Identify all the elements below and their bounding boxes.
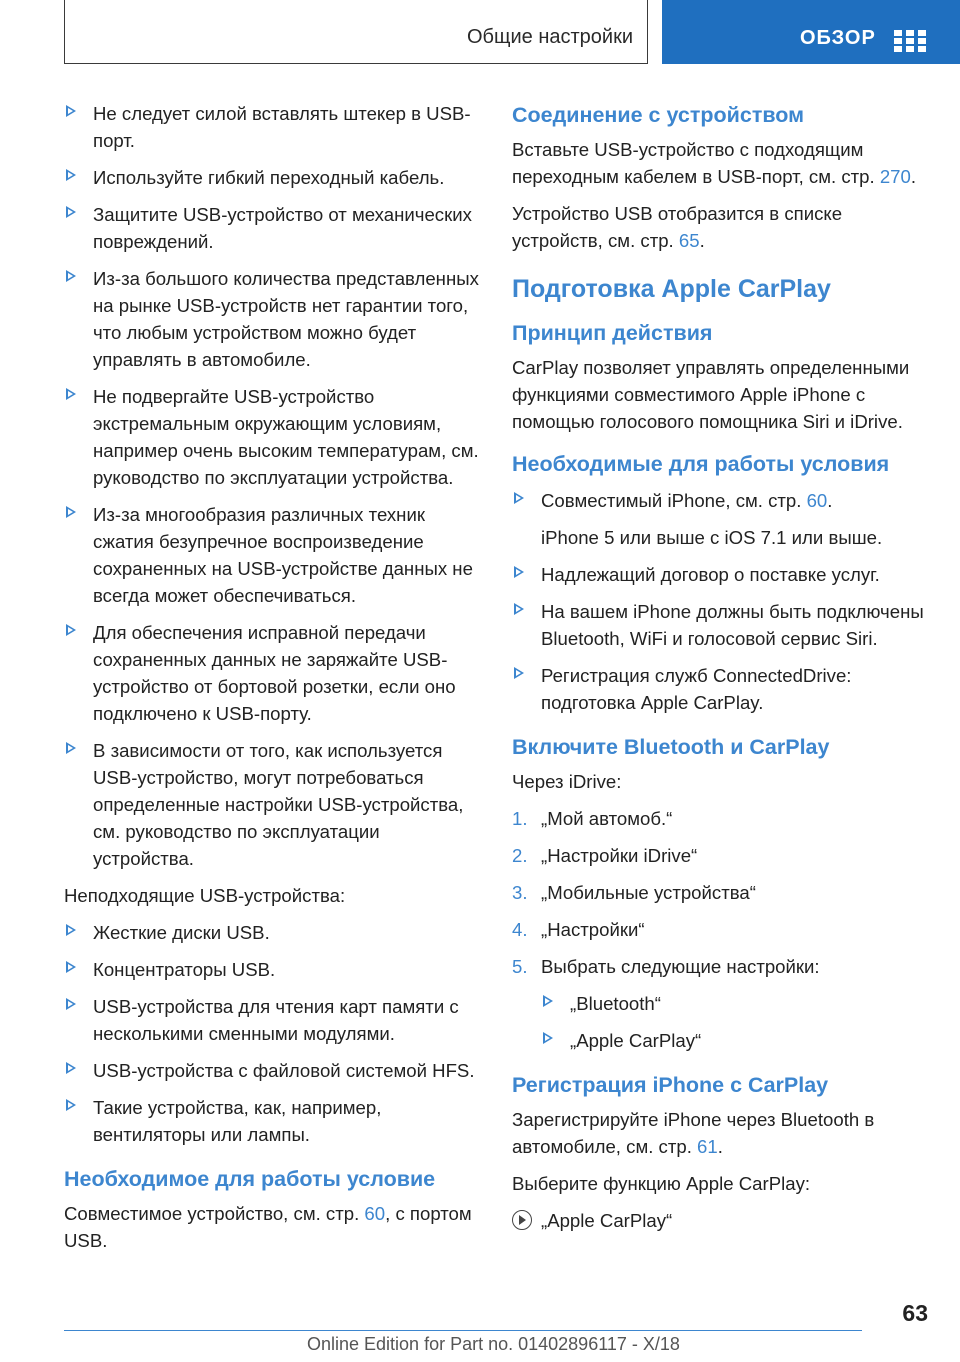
bullet-triangle-icon <box>66 506 76 518</box>
principle-heading: Принцип действия <box>512 321 713 345</box>
right-column <box>512 100 926 1244</box>
sub-step-item: „Apple CarPlay“ <box>541 1027 926 1054</box>
connection-heading: Соединение с устройством <box>512 103 805 127</box>
action-item: „Apple CarPlay“ <box>512 1207 926 1234</box>
page-link[interactable]: 61 <box>697 1136 718 1157</box>
bullet-triangle-icon <box>66 270 76 282</box>
header-section-box <box>64 0 648 64</box>
list-item: Из-за большого количества представленных на рынке USB-устройств нет гарантии того, что любым устройством можно будет управлять в автомобиле. <box>64 265 482 373</box>
list-item: Надлежащий договор о поставке услуг. <box>512 561 926 588</box>
grid-icon <box>894 30 926 52</box>
step-item: 5. Выбрать следующие настройки: <box>512 956 820 977</box>
bullet-triangle-icon <box>514 492 524 504</box>
bullet-triangle-icon <box>66 169 76 181</box>
bullet-triangle-icon <box>66 105 76 117</box>
bluetooth-heading: Включите Bluetooth и CarPlay <box>512 735 830 759</box>
connection-text-1: Вставьте USB-устройство с подходящим переходным кабелем в USB-порт, см. стр. 270. <box>512 139 917 187</box>
step-item: 2. „Настройки iDrive“ <box>512 845 698 866</box>
bullet-triangle-icon <box>66 961 76 973</box>
bullet-triangle-icon <box>66 1062 76 1074</box>
list-item: Концентраторы USB. <box>64 956 482 983</box>
registration-heading: Регистрация iPhone с CarPlay <box>512 1073 829 1097</box>
bullet-triangle-icon <box>514 566 524 578</box>
bullet-triangle-icon <box>66 206 76 218</box>
step-item: 1. „Мой автомоб.“ <box>512 808 673 829</box>
bullet-triangle-icon <box>543 1032 553 1044</box>
page-link[interactable]: 60 <box>806 490 828 511</box>
left-column <box>64 100 482 1264</box>
requirement-heading: Необходимое для работы условие <box>64 1167 436 1191</box>
step-item: 4. „Настройки“ <box>512 919 645 940</box>
bullet-triangle-icon <box>66 924 76 936</box>
list-item: Не следует силой вставлять штекер в USB-порт. <box>64 100 482 154</box>
connection-text-2: Устройство USB отобразится в списке устройств, см. стр. 65. <box>512 203 843 251</box>
play-action-icon <box>512 1210 532 1230</box>
registration-text-1: Зарегистрируйте iPhone через Bluetooth в автомобиле, см. стр. 61. <box>512 1109 875 1157</box>
list-item: Совместимый iPhone, см. стр. 60. <box>512 487 926 514</box>
list-item: Не подвергайте USB-устройство экстремальным окружающим условиям, например очень высоким температурам, см. руководство по эксплуатации устройства. <box>64 383 482 491</box>
list-item: Жесткие диски USB. <box>64 919 482 946</box>
list-item: Для обеспечения исправной передачи сохраненных данных не заряжайте USB-устройство от бортовой розетки, если оно подключено к USB-порту. <box>64 619 482 727</box>
page-number: 63 <box>902 1300 928 1326</box>
list-item: Используйте гибкий переходный кабель. <box>64 164 482 191</box>
footer-divider <box>64 1330 862 1331</box>
conditions-heading: Необходимые для работы условия <box>512 452 890 476</box>
page-link[interactable]: 60 <box>364 1203 386 1224</box>
bullet-triangle-icon <box>66 624 76 636</box>
bullet-triangle-icon <box>514 667 524 679</box>
iphone-version-note: iPhone 5 или выше с iOS 7.1 или выше. <box>541 527 883 548</box>
requirement-text: Совместимое устройство, см. стр. 60, с портом USB. <box>64 1203 472 1251</box>
bullet-triangle-icon <box>66 388 76 400</box>
list-item: В зависимости от того, как используется USB-устройство, могут потребоваться определенные настройки USB-устройства, см. руководство по эксплуатации устройства. <box>64 737 482 872</box>
page-link[interactable]: 270 <box>879 166 911 187</box>
carplay-prep-heading: Подготовка Apple CarPlay <box>512 275 831 303</box>
principle-text: CarPlay позволяет управлять определенными функциями совместимого Apple iPhone с помощью голосового помощника Siri и iDrive. <box>512 357 910 432</box>
bullet-triangle-icon <box>514 603 524 615</box>
overview-tab-label: ОБЗОР <box>800 27 876 49</box>
sub-step-item: „Bluetooth“ <box>541 990 926 1017</box>
overview-tab[interactable] <box>662 0 960 64</box>
list-item: USB-устройства с файловой системой HFS. <box>64 1057 482 1084</box>
bluetooth-intro: Через iDrive: <box>512 771 622 792</box>
bullet-triangle-icon <box>66 1099 76 1111</box>
bullet-triangle-icon <box>66 998 76 1010</box>
step-item: 3. „Мобильные устройства“ <box>512 882 756 903</box>
list-item: Такие устройства, как, например, вентиляторы или лампы. <box>64 1094 482 1148</box>
registration-text-2: Выберите функцию Apple CarPlay: <box>512 1173 811 1194</box>
edition-text: Online Edition for Part no. 01402896117 - X/18 <box>307 1334 680 1354</box>
list-item: USB-устройства для чтения карт памяти с несколькими сменными модулями. <box>64 993 482 1047</box>
list-item: Защитите USB-устройство от механических повреждений. <box>64 201 482 255</box>
section-title: Общие настройки <box>467 26 633 48</box>
list-item: Регистрация служб ConnectedDrive: подготовка Apple CarPlay. <box>512 662 926 716</box>
list-item: На вашем iPhone должны быть подключены Bluetooth, WiFi и голосовой сервис Siri. <box>512 598 926 652</box>
unsuitable-intro: Неподходящие USB-устройства: <box>64 885 346 906</box>
bullet-triangle-icon <box>543 995 553 1007</box>
page-link[interactable]: 65 <box>678 230 700 251</box>
bullet-triangle-icon <box>66 742 76 754</box>
list-item: Из-за многообразия различных техник сжатия безупречное воспроизведение сохраненных на USB-устройстве данных не всегда может обеспечиваться. <box>64 501 482 609</box>
